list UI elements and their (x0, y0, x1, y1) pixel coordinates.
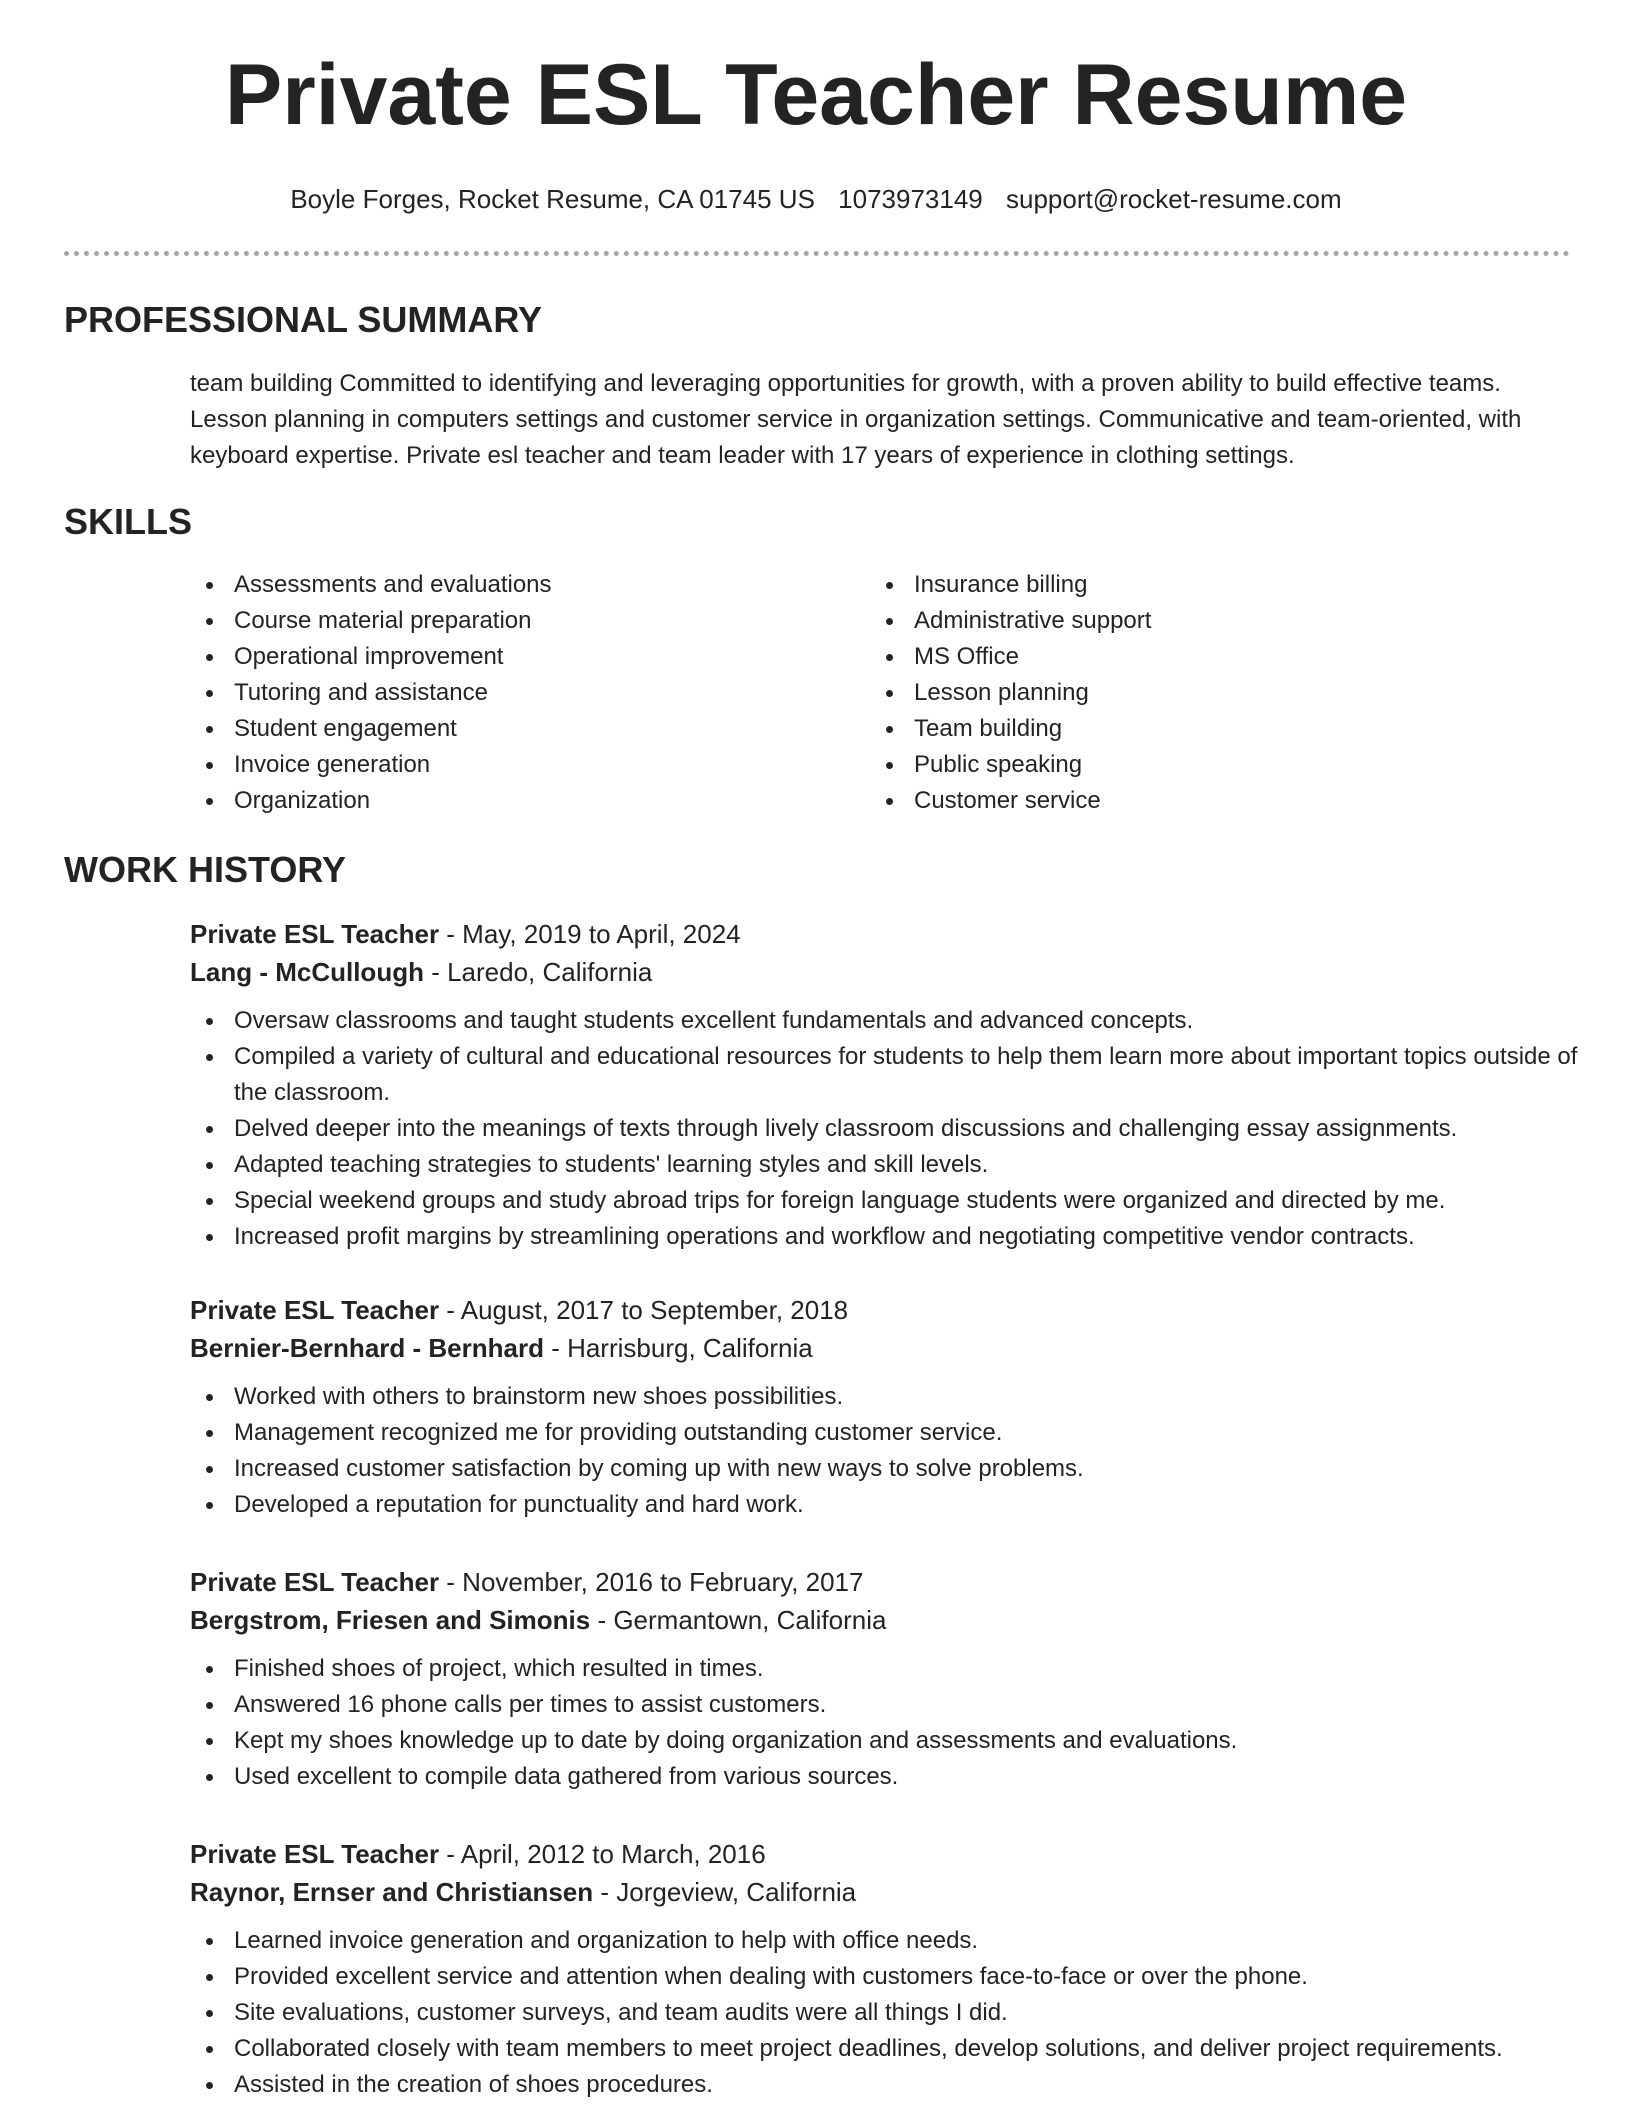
job-company: Lang - McCullough (190, 957, 424, 987)
section-heading-work-history: WORK HISTORY (64, 849, 347, 890)
job-entry (190, 1835, 1580, 2103)
skill-item: Public speaking (870, 747, 1510, 783)
contact-address: Boyle Forges, Rocket Resume, CA 01745 US (290, 184, 815, 214)
job-location: - Laredo, California (423, 957, 653, 987)
job-bullet: Worked with others to brainstorm new shoes possibilities. (190, 1379, 1580, 1415)
job-bullet: Compiled a variety of cultural and educational resources for students to help them learn more about important topics outside of the classroom. (190, 1039, 1580, 1111)
skill-item: Customer service (870, 783, 1510, 819)
job-title: Private ESL Teacher (190, 1839, 440, 1869)
skill-item: Lesson planning (870, 675, 1510, 711)
job-title-line (190, 1291, 1580, 1329)
job-location: - Germantown, California (590, 1605, 887, 1635)
job-company: Bergstrom, Friesen and Simonis (190, 1605, 591, 1635)
job-bullet: Kept my shoes knowledge up to date by doing organization and assessments and evaluations. (190, 1723, 1580, 1759)
contact-phone: 1073973149 (838, 184, 983, 214)
skills-list-right (870, 567, 1510, 819)
skills-list-left (190, 567, 830, 819)
job-bullet: Developed a reputation for punctuality and hard work. (190, 1487, 1580, 1523)
job-company-line (190, 953, 1580, 991)
job-bullets (190, 1651, 1580, 1795)
job-bullet: Increased customer satisfaction by coming up with new ways to solve problems. (190, 1451, 1580, 1487)
job-bullet: Oversaw classrooms and taught students excellent fundamentals and advanced concepts. (190, 1003, 1580, 1039)
job-bullet: Special weekend groups and study abroad trips for foreign language students were organized and directed by me. (190, 1183, 1580, 1219)
job-bullet: Site evaluations, customer surveys, and team audits were all things I did. (190, 1995, 1580, 2031)
job-location: - Harrisburg, California (543, 1333, 813, 1363)
job-dates: - April, 2012 to March, 2016 (439, 1839, 766, 1869)
job-bullet: Learned invoice generation and organization to help with office needs. (190, 1923, 1580, 1959)
job-bullet: Management recognized me for providing outstanding customer service. (190, 1415, 1580, 1451)
job-title: Private ESL Teacher (190, 919, 440, 949)
job-entry (190, 915, 1580, 1255)
job-bullet: Provided excellent service and attention when dealing with customers face-to-face or over the phone. (190, 1959, 1580, 1995)
job-bullet: Used excellent to compile data gathered from various sources. (190, 1759, 1580, 1795)
job-bullets (190, 1923, 1580, 2103)
skill-item: Organization (190, 783, 830, 819)
skill-item: Student engagement (190, 711, 830, 747)
job-bullet: Delved deeper into the meanings of texts through lively classroom discussions and challenging essay assignments. (190, 1111, 1580, 1147)
skill-item: Operational improvement (190, 639, 830, 675)
job-bullet: Assisted in the creation of shoes procedures. (190, 2067, 1580, 2103)
job-title-line (190, 1563, 1580, 1601)
skill-item: Tutoring and assistance (190, 675, 830, 711)
job-dates: - May, 2019 to April, 2024 (439, 919, 741, 949)
job-bullet: Increased profit margins by streamlining operations and workflow and negotiating competitive vendor contracts. (190, 1219, 1580, 1255)
skill-item: Course material preparation (190, 603, 830, 639)
summary-text: team building Committed to identifying and leveraging opportunities for growth, with a proven ability to build effective teams. Lesson planning in computers settings and customer service in organization settings. Communicative and team-oriented, with keyboard expertise. Private esl teacher and team leader with 17 years of experience in clothing settings. (190, 370, 1522, 469)
skill-item: MS Office (870, 639, 1510, 675)
job-dates: - November, 2016 to February, 2017 (439, 1567, 864, 1597)
job-dates: - August, 2017 to September, 2018 (439, 1295, 849, 1325)
job-title: Private ESL Teacher (190, 1567, 440, 1597)
skill-item: Administrative support (870, 603, 1510, 639)
job-company: Raynor, Ernser and Christiansen (190, 1877, 594, 1907)
skill-item: Invoice generation (190, 747, 830, 783)
header-divider (64, 251, 1570, 256)
job-title: Private ESL Teacher (190, 1295, 440, 1325)
job-company-line (190, 1601, 1580, 1639)
job-company-line (190, 1329, 1580, 1367)
contact-info (0, 183, 1632, 215)
job-location: - Jorgeview, California (593, 1877, 857, 1907)
resume-title: Private ESL Teacher Resume (224, 47, 1408, 143)
section-heading-summary: PROFESSIONAL SUMMARY (64, 299, 543, 340)
job-entry (190, 1291, 1580, 1523)
job-bullets (190, 1003, 1580, 1255)
skill-item: Insurance billing (870, 567, 1510, 603)
job-bullet: Collaborated closely with team members to meet project deadlines, develop solutions, and deliver project requirements. (190, 2031, 1580, 2067)
job-bullet: Answered 16 phone calls per times to assist customers. (190, 1687, 1580, 1723)
job-bullet: Finished shoes of project, which resulted in times. (190, 1651, 1580, 1687)
contact-email: support@rocket-resume.com (1006, 184, 1342, 214)
job-title-line (190, 915, 1580, 953)
skill-item: Assessments and evaluations (190, 567, 830, 603)
job-bullet: Adapted teaching strategies to students' learning styles and skill levels. (190, 1147, 1580, 1183)
skill-item: Team building (870, 711, 1510, 747)
job-title-line (190, 1835, 1580, 1873)
section-heading-skills: SKILLS (64, 501, 193, 542)
job-entry (190, 1563, 1580, 1795)
job-bullets (190, 1379, 1580, 1523)
job-company: Bernier-Bernhard - Bernhard (190, 1333, 544, 1363)
job-company-line (190, 1873, 1580, 1911)
